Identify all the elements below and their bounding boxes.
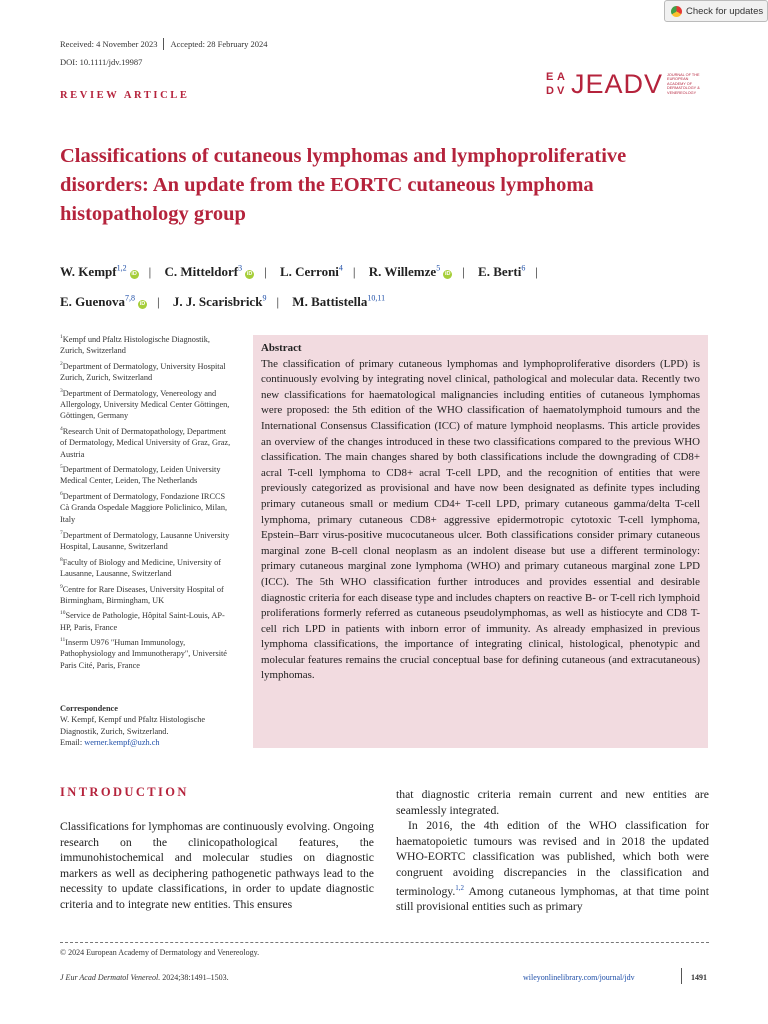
divider: [163, 38, 164, 50]
article-dates: [60, 38, 268, 50]
orcid-icon[interactable]: iD: [246, 271, 253, 278]
affiliation-item: $^9$Centre for Rare Diseases, University Hospital of Birmingham, Birmingham, UK: [60, 583, 224, 605]
jeadv-logo: [546, 66, 703, 102]
author-affiliation-ref[interactable]: 9: [262, 293, 267, 303]
author-name: J. J. Scarisbrick: [172, 293, 263, 309]
author-name: W. Kempf: [60, 264, 117, 280]
author[interactable]: [280, 264, 343, 279]
introduction-heading: INTRODUCTION: [60, 785, 189, 799]
author-affiliation-ref[interactable]: 4: [338, 264, 343, 273]
footer-rule: [60, 942, 709, 943]
accepted-date: Accepted: 28 February 2024: [170, 39, 268, 49]
correspondence-heading: Correspondence: [60, 704, 118, 713]
orcid-icon[interactable]: iD: [131, 271, 137, 278]
article-type: REVIEW ARTICLE: [60, 90, 190, 101]
author-name: C. Mitteldorf: [164, 264, 239, 280]
mark-letter: D: [546, 85, 554, 97]
logo-wordmark: JEADV: [571, 68, 664, 99]
author-name: R. Willemze: [368, 264, 437, 280]
author-name: L. Cerroni: [279, 264, 339, 280]
author[interactable]: [478, 264, 525, 279]
journal-site-link[interactable]: wileyonlinelibrary.com/journal/jdv: [523, 973, 635, 982]
author-affiliation-ref[interactable]: 6: [521, 264, 526, 273]
affiliation-item: $^6$Department of Dermatology, Fondazione IRCCS Cà Granda Ospedale Maggiore Policlinico, Milan, Italy: [60, 491, 228, 524]
affiliation-item: $^8$Faculty of Biology and Medicine, University of Lausanne, Lausanne, Switzerland: [60, 556, 222, 578]
correspondence: [60, 703, 232, 748]
affiliation-item: $^1$Kempf und Pfaltz Histologische Diagnostik, Zurich, Switzerland: [60, 334, 210, 356]
affiliation-item: $^2$Department of Dermatology, University Hospital Zurich, Zurich, Switzerland: [60, 360, 226, 383]
author-affiliation-ref[interactable]: 3: [238, 264, 243, 273]
divider: [681, 968, 682, 984]
mark-letter: E: [546, 71, 554, 83]
author[interactable]: [292, 294, 385, 309]
crossmark-icon: [671, 6, 682, 17]
check-for-updates-button[interactable]: [664, 0, 768, 22]
correspondence-text: W. Kempf, Kempf und Pfaltz Histologische Diagnostik, Zurich, Switzerland.: [60, 715, 206, 736]
journal-citation: [60, 973, 229, 982]
author[interactable]: [164, 264, 254, 279]
journal-name: J Eur Acad Dermatol Venereol.: [60, 973, 161, 982]
citation-details: 2024;38:1491–1503.: [160, 973, 229, 982]
author-name: M. Battistella: [292, 293, 368, 309]
affiliation-item: $^7$Department of Dermatology, Lausanne University Hospital, Lausanne, Switzerland: [60, 529, 230, 551]
affiliation-item: $^5$Department of Dermatology, Leiden University Medical Center, Leiden, The Netherlands: [60, 464, 221, 486]
mark-letter: V: [557, 85, 565, 97]
doi: DOI: 10.1111/jdv.19987: [60, 57, 143, 67]
email-label: Email:: [60, 737, 83, 747]
check-for-updates-label: Check for updates: [686, 5, 764, 17]
author-name: E. Berti: [478, 264, 522, 280]
author[interactable]: [369, 264, 452, 279]
author-affiliation-ref[interactable]: 1,2: [116, 264, 127, 273]
abstract-box: [253, 335, 708, 748]
affiliation-item: $^3$Department of Dermatology, Venereology and Allergology, University Medical Center Göttingen, Göttingen, Germany: [60, 387, 230, 421]
abstract-text: The classification of primary cutaneous lymphomas and lymphoproliferative disorders (LPD) is continuously evolving by integrating novel clinical, pathological and molecular data. Recently two new classifications for haematological malignancies including entities of cutaneous lymphomas were proposed: the 5th edition of the WHO classification of haematolymphoid tumours and the International Consensus Classification (ICC) of mature lymphoid neoplasms. This article provides an overview of the changes introduced in these two classifications compared to the previous WHO classification. The main changes shared by both classifications include the downgrading of CD8+ acral T-cell lymphoma to CD8+ acral T-cell LPD, and the recognition of entities that were previously categorized as provisional and have now been designated as definite types including primary cutaneous small or medium CD4+ T-cell LPD, primary cutaneous gamma/delta T-cell lymphoma, primary cutaneous CD8+ aggressive epidermotropic cytotoxic T-cell lymphoma, Epstein–Barr virus-positive mucocutaneous ulcer. Both classifications consider primary cutaneous marginal zone B-cell clonal neoplasm as an indolent disease but use a different terminology: primary cutaneous marginal zone lymphoma (WHO) and primary cutaneous marginal zone LPD (ICC). The 5th WHO classification further introduces and provides essential and desirable diagnostic criteria for each disease type and includes chapters on reactive B- or T-cell rich lymphoid proliferations formerly referred as cutaneous pseudolymphomas, as well as histiocyte and CD8 T-cell rich LPD in patients with inborn error of immunity. As already emphasized in previous lymphoma classifications, the importance of integrating clinical, histological, phenotypic and molecular features remains the crucial conceptual base for defining cutaneous (and extracutaneous) lymphomas.: [261, 357, 700, 682]
author-affiliation-ref[interactable]: 7,8: [125, 293, 136, 303]
paragraph: In 2016, the 4th edition of the WHO classification for haematopoietic tumours was revised and in 2018 the updated WHO-EORTC classification was published, which both were congruent avoiding discrepancies in the classification and terminology.$^{1,2}$ Among cutaneous lymphomas, at that time point still provisional entities such as primary: [396, 819, 709, 914]
email-link[interactable]: werner.kempf@uzh.ch: [84, 737, 160, 747]
author-affiliation-ref[interactable]: 10,11: [367, 293, 386, 303]
author[interactable]: [60, 294, 147, 309]
article-title: Classifications of cutaneous lymphomas and lymphoproliferative disorders: An update from the EORTC cutaneous lymphoma histopathology group: [60, 145, 627, 225]
author-name: E. Guenova: [60, 293, 126, 309]
paragraph: Classifications for lymphomas are continuously evolving. Ongoing research on the clinicopathological features, the immunohistochemical and molecular studies on diagnostic markers as well as deciphering pathogenetic pathways lead to the necessity to update classifications, in order to update diagnostic criteria and to integrate new entities. This ensures: [60, 820, 374, 911]
body-column-right: [396, 787, 709, 915]
copyright: © 2024 European Academy of Dermatology and Venereology.: [60, 948, 260, 957]
eadv-mark: [546, 70, 568, 98]
author[interactable]: [173, 294, 267, 309]
page-number: 1491: [691, 973, 707, 982]
author-affiliation-ref[interactable]: 5: [436, 264, 441, 273]
mark-letter: A: [557, 71, 565, 83]
affiliation-item: $^{10}$Service de Pathologie, Hôpital Saint-Louis, AP-HP, Paris, France: [60, 610, 225, 632]
author[interactable]: [60, 264, 139, 279]
orcid-icon[interactable]: iD: [139, 300, 146, 307]
affiliations: [60, 332, 232, 674]
logo-tagline: JOURNAL OF THE EUROPEAN ACADEMY OF DERMATOLOGY & VENEREOLOGY: [667, 72, 700, 95]
abstract-heading: Abstract: [261, 342, 302, 354]
paragraph: that diagnostic criteria remain current and new entities are seamlessly integrated.: [396, 788, 709, 817]
affiliation-item: $^4$Research Unit of Dermatopathology, Department of Dermatology, Medical University of Graz, Graz, Austria: [60, 426, 231, 459]
body-column-left: [60, 819, 374, 913]
orcid-icon[interactable]: iD: [444, 271, 451, 278]
author-list: W. Kempf$^{1,2}$iD | C. Mitteldorf$^3$iD | L. Cerroni$^4$ | R. Willemze$^5$iD | E. Berti$^6$ | E. Guenova$^{7,8}$iD | J. J. Scarisbrick$^9$ | M. Battistella$^{10,11}$: [60, 264, 538, 309]
received-date: Received: 4 November 2023: [60, 39, 158, 49]
affiliation-item: $^{11}$Inserm U976 "Human Immunology, Pathophysiology and Immunotherapy", Université Paris Cité, Paris, France: [60, 637, 227, 670]
citation-ref[interactable]: 1,2: [455, 883, 465, 892]
